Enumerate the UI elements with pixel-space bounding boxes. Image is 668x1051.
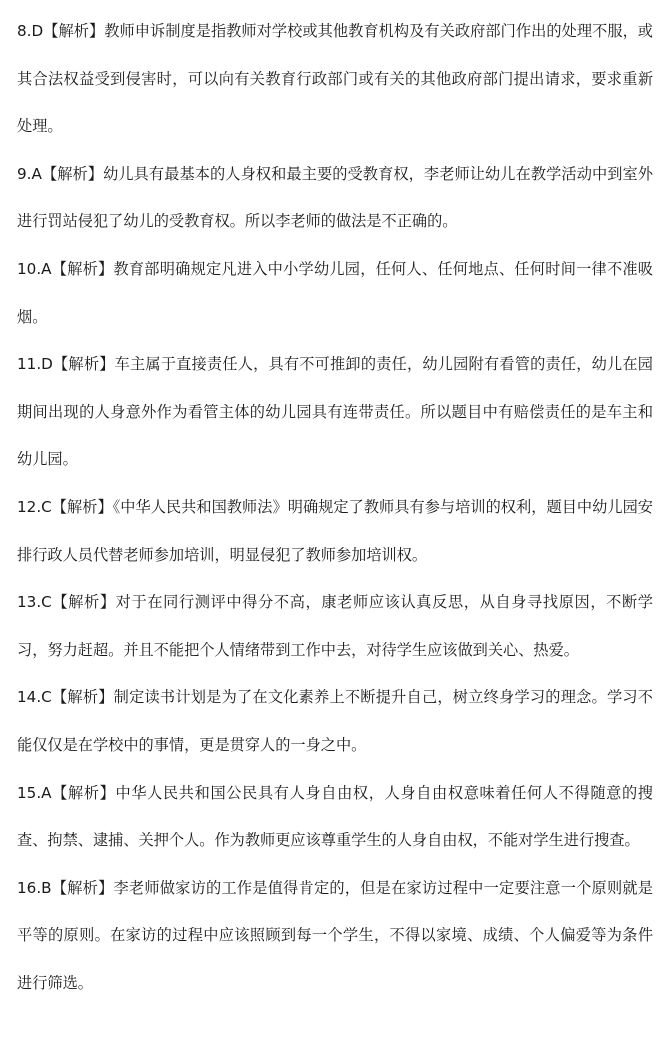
answer-explanations — [17, 8, 653, 1007]
answer-14: 14.C【解析】制定读书计划是为了在文化素养上不断提升自己，树立终身学习的理念。学习不能仅仅是在学校中的事情，更是贯穿人的一身之中。 — [17, 688, 653, 754]
answer-9: 9.A【解析】幼儿具有最基本的人身权和最主要的受教育权，李老师让幼儿在教学活动中到室外进行罚站侵犯了幼儿的受教育权。所以李老师的做法是不正确的。 — [17, 164, 653, 231]
answer-12: 12.C【解析】《中华人民共和国教师法》明确规定了教师具有参与培训的权利，题目中幼儿园安排行政人员代替老师参加培训，明显侵犯了教师参加培训权。 — [17, 497, 653, 564]
answer-13: 13.C【解析】对于在同行测评中得分不高，康老师应该认真反思，从自身寻找原因，不断学习，努力赶超。并且不能把个人情绪带到工作中去，对待学生应该做到关心、热爱。 — [17, 593, 653, 659]
answer-10: 10.A【解析】教育部明确规定凡进入中小学幼儿园，任何人、任何地点、任何时间一律不准吸烟。 — [17, 259, 653, 326]
answer-16: 16.B【解析】李老师做家访的工作是值得肯定的，但是在家访过程中一定要注意一个原则就是平等的原则。在家访的过程中应该照顾到每一个学生，不得以家境、成绩、个人偏爱等为条件进行筛选。 — [17, 878, 653, 992]
answer-15: 15.A【解析】中华人民共和国公民具有人身自由权，人身自由权意味着任何人不得随意的搜查、拘禁、逮捕、关押个人。作为教师更应该尊重学生的人身自由权，不能对学生进行搜查。 — [17, 783, 653, 850]
answer-11: 11.D【解析】车主属于直接责任人，具有不可推卸的责任，幼儿园附有看管的责任，幼儿在园期间出现的人身意外作为看管主体的幼儿园具有连带责任。所以题目中有赔偿责任的是车主和幼儿园。 — [17, 355, 653, 469]
answer-8: 8.D【解析】教师申诉制度是指教师对学校或其他教育机构及有关政府部门作出的处理不服，或其合法权益受到侵害时，可以向有关教育行政部门或有关的其他政府部门提出请求，要求重新处理。 — [17, 22, 653, 136]
